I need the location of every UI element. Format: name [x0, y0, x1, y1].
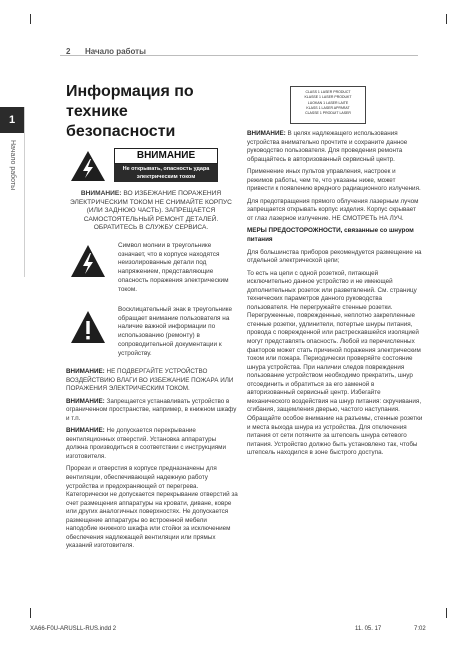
footer-date: 11. 05. 17 — [355, 626, 382, 632]
page-title: Информация по технике безопасности — [66, 83, 194, 140]
warning-keyword: ВНИМАНИЕ: — [80, 190, 122, 197]
moisture-warning: ВНИМАНИЕ: НЕ ПОДВЕРГАЙТЕ УСТРОЙСТВО ВОЗДЕЙСТВИЮ ВЛАГИ ВО ИЗБЕЖАНИЕ ПОЖАРА ИЛИ ПОРАЖЕНИЯ ЭЛЕКТРИЧЕСКИМ ТОКОМ. — [66, 368, 234, 393]
lightning-warning-icon — [70, 150, 106, 182]
chapter-tab-label-wrap — [6, 140, 20, 210]
warning-box — [70, 148, 230, 184]
laser-class-label — [290, 86, 366, 124]
right-column — [247, 130, 423, 462]
warning-keyword: ВНИМАНИЕ: — [66, 397, 105, 405]
chapter-rule — [24, 107, 25, 277]
lightning-symbol-description: Символ молнии в треугольнике означает, что в корпусе находятся неизолированные детали под напряжением, представляющие опасность поражения электрическим током. — [118, 242, 229, 293]
lightning-triangle-icon — [70, 244, 106, 278]
power-cord-details: То есть на цепи с одной розеткой, питающей исключительно данное устройство и не имеющей дополнительных розеток или разветвлений. См. страницу технических параметров данного руководства пользователя. Не перегружайте стенные розетки. Перегруженные, поврежденные, неплотно закрепленные стенные розетки, удлинители, потертые шнуры питания, провода с поврежденной или растрескавшейся изоляцией могут представлять опасность. Любой из перечисленных факторов может стать причиной поражения электрическим током или пожара. Периодически проверяйте состояние шнура устройства. При наличии следов повреждения пользование устройством необходимо прекратить, шнур отсоединить и обратиться за его заменой в авторизованный сервисный центр. Избегайте механического воздействия на шнур питания: скручивания, сгибания, защемления дверью, частого наступания. Обращайте особое внимание на разъемы, стенные розетки и места выхода шнура из устройства. Для отключения питания от сети потяните за штепсель шнура сетевого питания. Устройство должно быть установлено так, чтобы штепсель находился в зоне быстрого доступа. — [247, 269, 423, 457]
laser-label-line: CLASSE 1 PRODUIT LASER — [305, 111, 351, 116]
crop-mark-top-right — [446, 14, 447, 24]
power-cord-heading: МЕРЫ ПРЕДОСТОРОЖНОСТИ, связанные со шнуром питания — [247, 227, 414, 244]
enclosure-warning: ВНИМАНИЕ: Запрещается устанавливать устройство в ограниченном пространстве, например, в книжном шкафу и т.п. — [66, 397, 237, 422]
ventilation-details: Прорези и отверстия в корпусе предназначены для вентиляции, обеспечивающей надежную работу устройства и предохраняющей от перегрева. Категорически не допускается перекрывание отверстий за счет размещения аппаратуры на кровати, диване, ковре или других аналогичных поверхностях. Не допускается размещение аппаратуры во встроенной мебели наподобие книжного шкафа или стойки за исключением обеспечения надлежащей вентиляции или прямых указаний изготовителя. — [66, 465, 238, 550]
ventilation-warning: ВНИМАНИЕ: Не допускается перекрывание вентиляционных отверстий. Установка аппаратуры должна производиться в соответствии с инструкциями изготовителя. — [66, 427, 227, 460]
exclamation-triangle-icon — [70, 310, 106, 344]
chapter-tab: 1 — [0, 107, 24, 133]
crop-mark-top-left — [30, 14, 31, 24]
warning-keyword: ВНИМАНИЕ: — [247, 130, 286, 137]
warning-keyword: ВНИМАНИЕ: — [66, 427, 105, 435]
exclamation-symbol-description: Восклицательный знак в треугольнике обращает внимание пользователя на наличие важной информации по использованию (ремонту) в сопроводительной документации к устройству. — [118, 306, 233, 357]
controls-warning: Применение иных пультов управления, настроек и режимов работы, чем те, что указаны ниже, может привести к появлению вредного радиационного излучения. — [247, 168, 421, 193]
left-column — [66, 368, 238, 555]
warning-subtitle: Не открывать, опасность удара электрическим током — [114, 164, 218, 182]
circuit-recommendation: Для большинства приборов рекомендуется размещение на отдельной электрической цепи; — [247, 248, 422, 265]
laser-label-line: LUOKAN 1 LASER LAITE — [307, 100, 349, 105]
footer-filename: XA66-F0U-ARUSLL-RUS.indd 2 — [30, 626, 117, 632]
chapter-tab-label: Начало работы — [9, 140, 16, 191]
laser-warning: Для предотвращения прямого облучения лазерным лучом запрещается открывать корпус изделия. Корпус скрывает от глаз лазерное излучение. НЕ СМОТРЕТЬ НА ЛУЧ. — [247, 197, 419, 222]
running-head: Начало работы — [85, 47, 146, 56]
laser-label-line: CLASS 1 LASER PRODUCT — [305, 90, 351, 94]
manual-warning: ВНИМАНИЕ: В целях надлежащего использования устройства внимательно прочтите и сохраните данное руководство пользователя. Для проведения ремонта обращайтесь в авторизованный сервисный центр. — [247, 130, 408, 163]
warning-label: ВНИМАНИЕ — [114, 148, 218, 164]
footer-time: 7:02 — [414, 626, 426, 632]
laser-label-line: KLASS 1 LASER APPARAT — [306, 105, 350, 110]
shock-warning-text: ВНИМАНИЕ: ВО ИЗБЕЖАНИЕ ПОРАЖЕНИЯ ЭЛЕКТРИЧЕСКИМ ТОКОМ НЕ СНИМАЙТЕ КОРПУС (ИЛИ ЗАДНЮЮ ЧАСТЬ). ЗАПРЕЩАЕТСЯ САМОСТОЯТЕЛЬНЫЙ РЕМОНТ ДЕТАЛЕЙ. ОБРАТИТЕСЬ В СЛУЖБУ СЕРВИСА. — [70, 190, 232, 232]
crop-mark-bottom-left — [30, 608, 31, 618]
laser-label-line: KLASSE 1 LASER PRODUKT — [304, 95, 352, 100]
page-number: 2 — [66, 47, 71, 56]
crop-mark-bottom-right — [446, 608, 447, 618]
warning-keyword: ВНИМАНИЕ: — [66, 368, 105, 375]
